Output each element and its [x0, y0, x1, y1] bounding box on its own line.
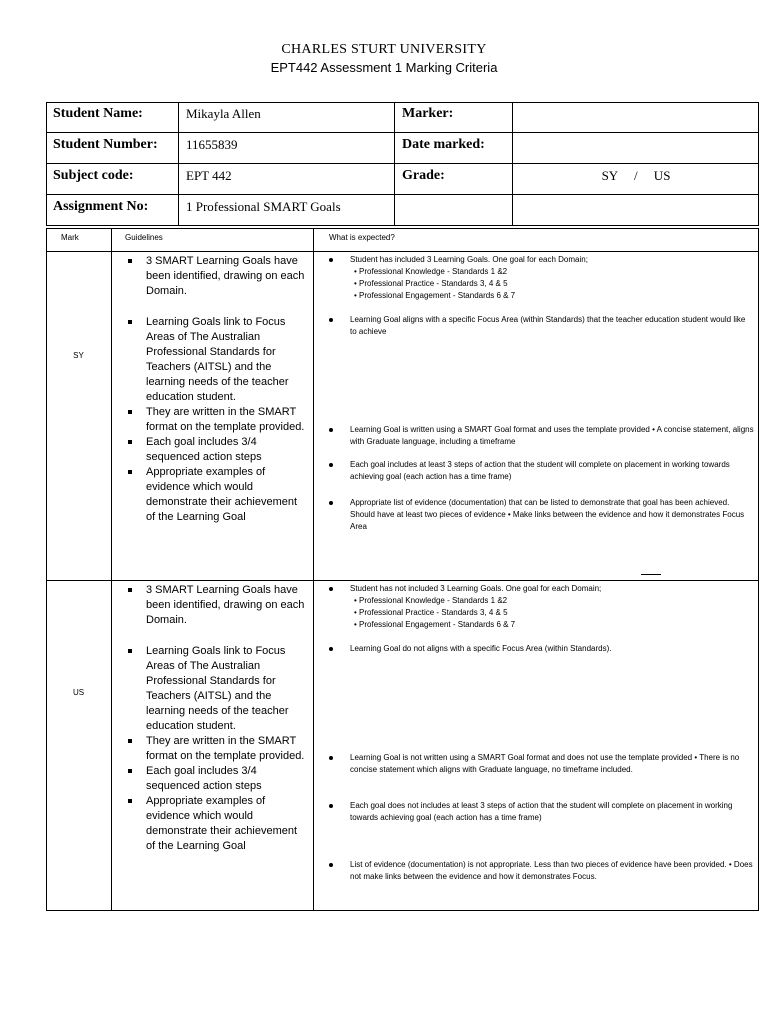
- list-item: Appropriate examples of evidence which would demonstrate their achievement of the Learning Goal: [118, 465, 308, 525]
- list-item: Learning Goals link to Focus Areas of The Australian Professional Standards for Teachers (AITSL) and the learning needs of the teacher education student.: [118, 315, 308, 405]
- signature-line: [641, 574, 661, 575]
- guidelines-header: Guidelines: [125, 233, 163, 242]
- list-item: 3 SMART Learning Goals have been identified, drawing on each Domain.: [118, 254, 308, 299]
- assignment-label: Assignment No:: [46, 195, 179, 226]
- student-number-label: Student Number:: [46, 133, 179, 164]
- list-item: 3 SMART Learning Goals have been identified, drawing on each Domain.: [118, 583, 308, 628]
- subject-code-label: Subject code:: [46, 164, 179, 195]
- list-item: Appropriate examples of evidence which would demonstrate their achievement of the Learning Goal: [118, 794, 308, 854]
- student-number-value: 11655839: [179, 133, 395, 164]
- mark-header: Mark: [61, 233, 79, 242]
- date-marked-value: [513, 133, 759, 164]
- list-item: Each goal includes 3/4 sequenced action steps: [118, 764, 308, 794]
- mark-sy: SY: [73, 351, 84, 360]
- list-item: Learning Goals link to Focus Areas of The Australian Professional Standards for Teachers (AITSL) and the learning needs of the teacher education student.: [118, 644, 308, 734]
- student-name-label: Student Name:: [46, 102, 179, 133]
- list-item: They are written in the SMART format on the template provided.: [118, 405, 308, 435]
- assignment-value: 1 Professional SMART Goals: [179, 195, 395, 226]
- marking-criteria-table: Mark Guidelines What is expected? SY 3 SMART Learning Goals have been identified, drawing on each Domain. Learning Goals link to Focus Areas of The Australian Professional Standards for Teachers (AITSL) and the learning needs of the teacher education student. They are written in the SMART format on the template provided. Each goal includes 3/4 sequenced action steps Appropriate examples of evidence which would demonstrate their achievement of the Learning Goal Student has included 3 Learning Goals. One goal for each Domain; • Professional Knowledge - Standards 1 &2 • Professional Practice - Standards 3, 4 & 5 • Professional Engagement - Standards 6 & 7 Learning Goal aligns with a specific Focus Area (within Standards) that the teacher education student would like to achieve Learning Goal is written using a SMART Goal format and uses the template provided • A concise statement, aligns with Graduate language, including a timeframe Each goal includes at least 3 steps of action that the student will complete on placement in working towards achieving goal (each action has a time frame) Appropriate list of evidence (documentation) that can be listed to demonstrate that goal has been achieved. Should have at least two pieces of evidence • Make links between the evidence and how it demonstrates Focus Area US 3 SMART Learning Goals have been identified, drawing on each Domain. Learning Goals link to Focus Areas of The Australian Professional Standards for Teachers (AITSL) and the learning needs of the teacher education student. They are written in the SMART format on the template provided. Each goal includes 3/4 sequenced action steps Appropriate examples of evidence which would demonstrate their achievement of the Learning Goal Student has not included 3 Learning Goals. One goal for each Domain; • Professional Knowledge - Standards 1 &2 • Professional Practice - Standards 3, 4 & 5 • Professional Engagement - Standards 6 & 7 Learning Goal do not aligns with a specific Focus Area (within Standards). Learning Goal is not written using a SMART Goal format and does not use the template provided • There is no concise statement which aligns with Graduate language, no timeframe included. Each goal does not includes at least 3 steps of action that the student will complete on placement in working towards achieving goal (each action has a time frame) List of evidence (documentation) is not appropriate. Less than two pieces of evidence have been provided. • Does not make links between the evidence and how it demonstrates Focus.: [46, 228, 759, 911]
- blank-cell: [395, 195, 513, 226]
- document-subtitle: EPT442 Assessment 1 Marking Criteria: [270, 60, 498, 75]
- grade-label: Grade:: [395, 164, 513, 195]
- guidelines-list-sy: [118, 254, 308, 525]
- marker-value: [513, 102, 759, 133]
- grade-value: SY / US: [513, 164, 759, 195]
- student-info-table: [46, 102, 759, 226]
- university-title: CHARLES STURT UNIVERSITY: [281, 42, 487, 57]
- blank-cell: [513, 195, 759, 226]
- expected-header: What is expected?: [329, 233, 395, 242]
- date-marked-label: Date marked:: [395, 133, 513, 164]
- subject-code-value: EPT 442: [179, 164, 395, 195]
- mark-us: US: [72, 688, 85, 697]
- list-item: They are written in the SMART format on the template provided.: [118, 734, 308, 764]
- student-name-value: Mikayla Allen: [179, 102, 395, 133]
- list-item: Each goal includes 3/4 sequenced action steps: [118, 435, 308, 465]
- marker-label: Marker:: [395, 102, 513, 133]
- guidelines-list-us: [118, 583, 308, 854]
